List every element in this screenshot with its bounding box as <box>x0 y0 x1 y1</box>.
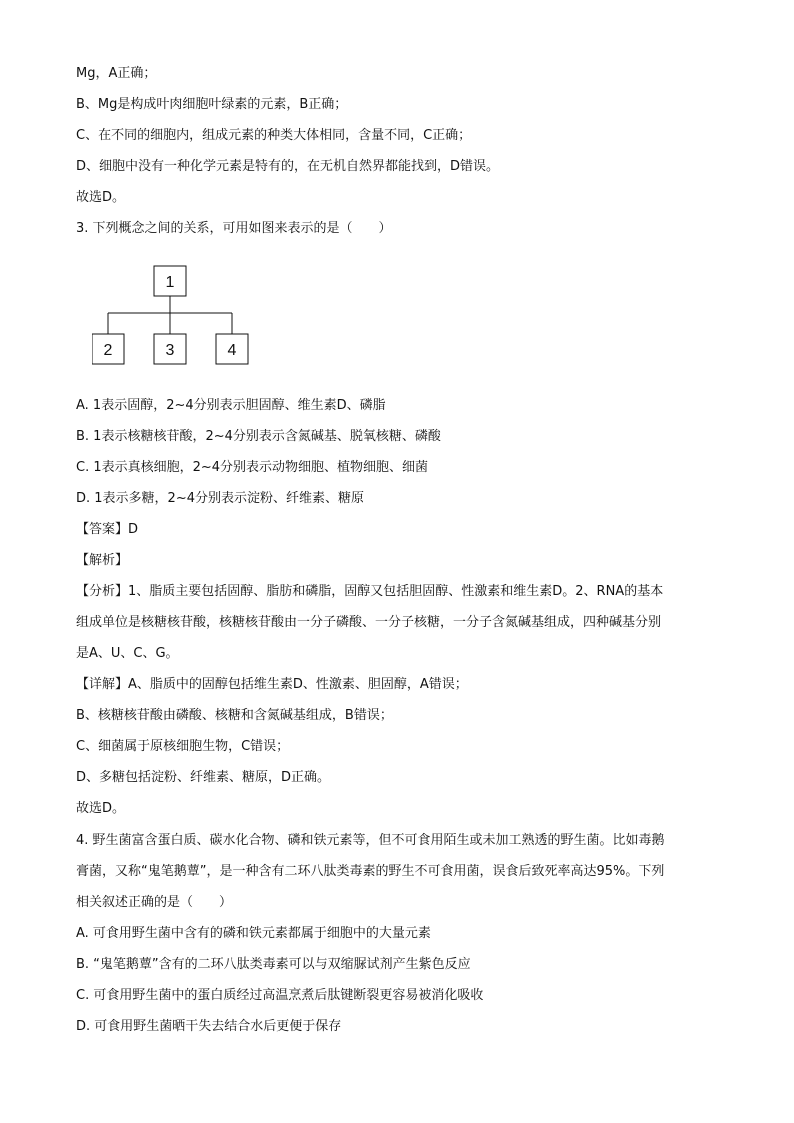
text-line: D、细胞中没有一种化学元素是特有的，在无机自然界都能找到，D错误。 <box>76 159 500 174</box>
question-4-stem: 4. 野生菌富含蛋白质、碳水化合物、磷和铁元素等，但不可食用陌生或未加工熟透的野生菌。比如毒鹅 <box>76 833 665 848</box>
option-d: D. 可食用野生菌晒干失去结合水后更便于保存 <box>76 1019 342 1034</box>
text-line: 【详解】A、脂质中的固醇包括维生素D、性激素、胆固醇，A错误； <box>76 677 468 692</box>
text-line: 组成单位是核糖核苷酸，核糖核苷酸由一分子磷酸、一分子核糖，一分子含氮碱基组成，四种碱基分别 <box>76 615 662 630</box>
text-line: B、核糖核苷酸由磷酸、核糖和含氮碱基组成，B错误； <box>76 708 393 723</box>
text-line: 故选D。 <box>76 801 126 816</box>
concept-diagram-svg <box>92 264 252 368</box>
option-b: B. 1表示核糖核苷酸，2~4分别表示含氮碱基、脱氧核糖、磷酸 <box>76 429 441 444</box>
question-3-stem: 3. 下列概念之间的关系，可用如图来表示的是（ ） <box>76 221 392 236</box>
text-line: 故选D。 <box>76 190 126 205</box>
question-4-stem: 相关叙述正确的是（ ） <box>76 895 233 910</box>
analysis-label: 【解析】 <box>76 553 129 568</box>
text-line: Mg，A正确； <box>76 66 157 81</box>
option-a: A. 1表示固醇，2~4分别表示胆固醇、维生素D、磷脂 <box>76 398 386 413</box>
text-line: C、细菌属于原核细胞生物，C错误； <box>76 739 290 754</box>
text-line: D、多糖包括淀粉、纤维素、糖原，D正确。 <box>76 770 331 785</box>
diagram-label-4: 4 <box>227 342 237 359</box>
text-line: C、在不同的细胞内，组成元素的种类大体相同，含量不同，C正确； <box>76 128 472 143</box>
question-4-stem: 膏菌，又称“鬼笔鹅蕈”，是一种含有二环八肽类毒素的野生不可食用菌，误食后致死率高达95%。下列 <box>76 864 665 879</box>
option-b: B. “鬼笔鹅蕈”含有的二环八肽类毒素可以与双缩脲试剂产生紫色反应 <box>76 957 471 972</box>
text-line: B、Mg是构成叶肉细胞叶绿素的元素，B正确； <box>76 97 348 112</box>
option-a: A. 可食用野生菌中含有的磷和铁元素都属于细胞中的大量元素 <box>76 926 431 941</box>
concept-diagram <box>92 264 252 368</box>
diagram-label-1: 1 <box>165 274 175 291</box>
diagram-label-3: 3 <box>165 342 175 359</box>
option-c: C. 1表示真核细胞，2~4分别表示动物细胞、植物细胞、细菌 <box>76 460 429 475</box>
text-line: 【分析】1、脂质主要包括固醇、脂肪和磷脂，固醇又包括胆固醇、性激素和维生素D。2、RNA的基本 <box>76 584 664 599</box>
option-c: C. 可食用野生菌中的蛋白质经过高温烹煮后肽键断裂更容易被消化吸收 <box>76 988 484 1003</box>
answer-label: 【答案】D <box>76 522 139 537</box>
diagram-label-2: 2 <box>103 342 113 359</box>
text-line: 是A、U、C、G。 <box>76 646 179 661</box>
option-d: D. 1表示多糖，2~4分别表示淀粉、纤维素、糖原 <box>76 491 364 506</box>
